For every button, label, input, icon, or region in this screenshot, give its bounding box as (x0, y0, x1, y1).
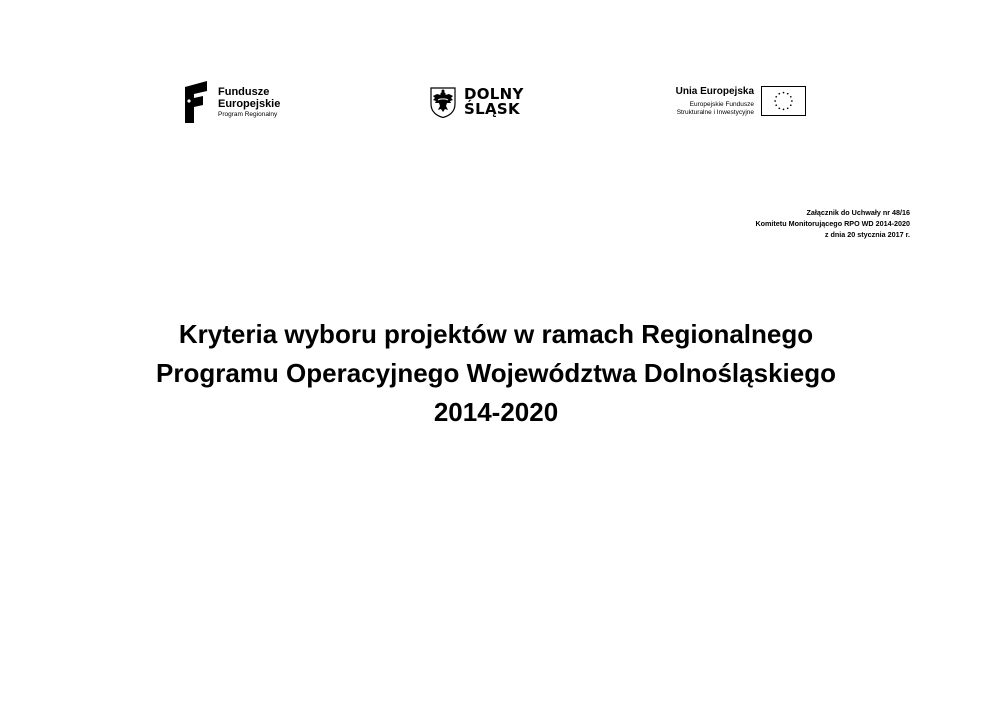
dolny-slask-line1: DOLNY (464, 85, 524, 103)
fundusze-line2: Europejskie (218, 98, 281, 110)
dolny-slask-line2: ŚLĄSK (464, 100, 520, 118)
eu-flag-icon (761, 86, 806, 116)
title-line3: 2014-2020 (433, 397, 559, 427)
unia-line3: Strukturalne i Inwestycyjne (676, 109, 754, 116)
title-line2: Programu Operacyjnego Województwa Dolnośląskiego (156, 358, 836, 388)
unia-line2: Europejskie Fundusze (689, 101, 754, 108)
document-title (0, 315, 992, 432)
resolution-annotation (755, 207, 910, 240)
unia-line1: Unia Europejska (675, 86, 754, 97)
annotation-line1: Załącznik do Uchwały nr 48/16 (806, 208, 910, 217)
fundusze-line1: Fundusze (218, 86, 270, 98)
fundusze-line3: Program Regionalny (218, 111, 278, 118)
annotation-line3: z dnia 20 stycznia 2017 r. (824, 230, 910, 239)
annotation-line2: Komitetu Monitorującego RPO WD 2014-2020 (755, 219, 910, 228)
fundusze-europejskie-logo (185, 81, 315, 123)
title-line1: Kryteria wyboru projektów w ramach Regionalnego (178, 319, 814, 349)
silesian-eagle-icon (430, 87, 456, 118)
dolny-slask-logo (430, 86, 530, 120)
fundusze-europejskie-mark-icon (185, 81, 207, 123)
unia-europejska-logo (650, 85, 806, 119)
